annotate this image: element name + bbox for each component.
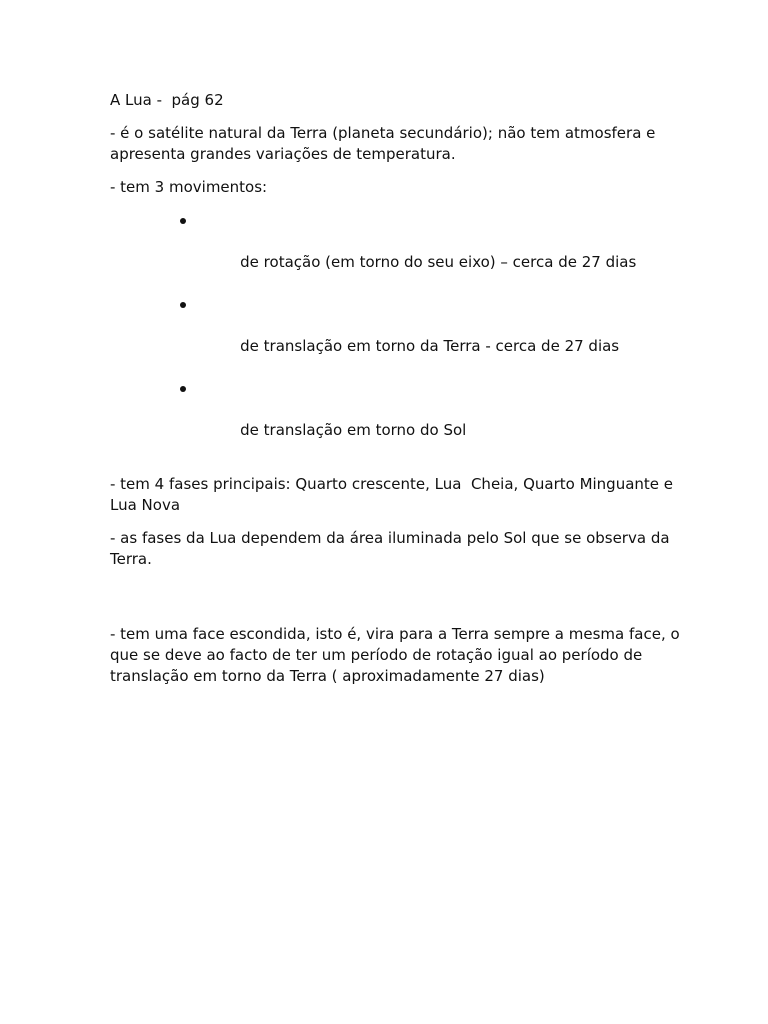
paragraph-hidden-face: - tem uma face escondida, isto é, vira para a Terra sempre a mesma face, o que se deve ao facto de ter um período de rotação igual ao período de translação em torno da Terra ( aproximadamente 27 dias) (110, 625, 685, 685)
paragraph-movements-intro: - tem 3 movimentos: (110, 178, 268, 196)
document-body (110, 90, 690, 699)
list-item (180, 210, 690, 294)
list-item (180, 378, 690, 462)
paragraph-phases: - tem 4 fases principais: Quarto crescente, Lua Cheia, Quarto Minguante e Lua Nova (110, 475, 678, 514)
document-title: A Lua - pág 62 (110, 91, 224, 109)
bullet-icon (180, 386, 186, 392)
list-item (180, 294, 690, 378)
blank-space (110, 582, 690, 624)
list-item-text: de translação em torno do Sol (240, 421, 467, 439)
bullet-icon (180, 218, 186, 224)
bullet-icon (180, 302, 186, 308)
list-item-text: de rotação (em torno do seu eixo) – cerca de 27 dias (240, 253, 637, 271)
movements-list (110, 210, 690, 462)
paragraph-satellite: - é o satélite natural da Terra (planeta secundário); não tem atmosfera e apresenta grandes variações de temperatura. (110, 124, 661, 163)
list-item-text: de translação em torno da Terra - cerca de 27 dias (240, 337, 620, 355)
paragraph-phases-dependency: - as fases da Lua dependem da área iluminada pelo Sol que se observa da Terra. (110, 529, 675, 568)
